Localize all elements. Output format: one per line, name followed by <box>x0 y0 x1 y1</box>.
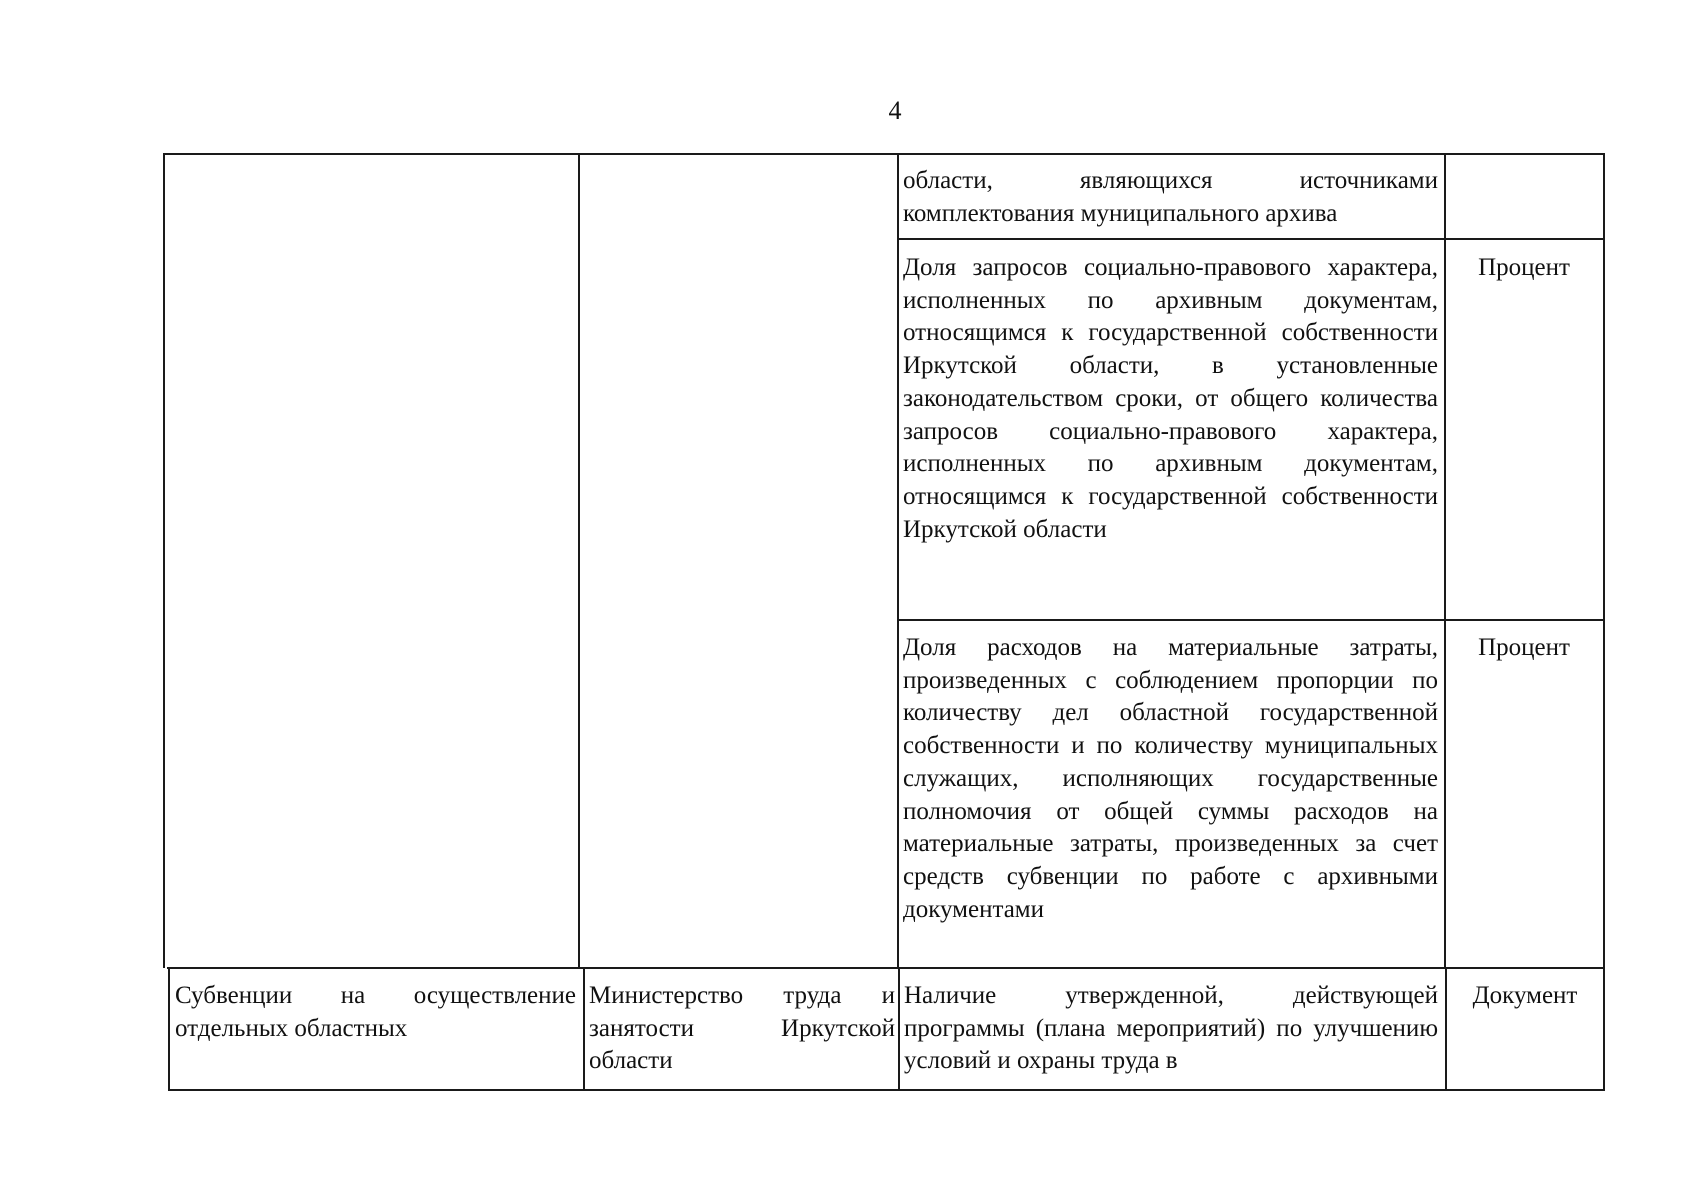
table-border-right-lower <box>1603 967 1605 1091</box>
page-number: 4 <box>888 96 902 125</box>
table-border-right-upper <box>1603 153 1605 968</box>
col-divider-2-upper <box>897 153 899 968</box>
subvention-cell-row-4: Субвенции на осуществление отдельных областных <box>175 982 576 1042</box>
col-divider-2-lower <box>898 967 900 1091</box>
indicator-cell-row-1: области, являющихся источниками комплектования муниципального архива <box>903 167 1438 227</box>
col-divider-1-lower <box>583 967 585 1091</box>
col-divider-3-upper <box>1444 153 1446 968</box>
row-divider-2 <box>897 619 1605 621</box>
unit-cell-row-2: Процент <box>1478 254 1570 281</box>
table-border-left-lower <box>168 967 170 1091</box>
table-border-bottom <box>168 1089 1605 1091</box>
table-border-left-upper <box>163 153 165 968</box>
indicator-cell-row-4: Наличие утвержденной, действующей программы (плана мероприятий) по улучшению условий и охраны труда в <box>904 982 1438 1075</box>
row-divider-3 <box>167 967 1605 969</box>
unit-cell-row-3: Процент <box>1478 634 1570 661</box>
col-divider-3-lower <box>1445 967 1447 1091</box>
indicator-cell-row-2: Доля запросов социально-правового характера, исполненных по архивным документам, относящимся к государственной собственности Иркутской области, в установленные законодательством сроки, от общего количества запросов социально-правового характера, исполненных по архивным документам, относящимся к государственной собственности Иркутской области <box>903 254 1438 543</box>
col-divider-1-upper <box>578 153 580 968</box>
indicator-cell-row-3: Доля расходов на материальные затраты, произведенных с соблюдением пропорции по количеству дел областной государственной собственности и по количеству муниципальных служащих, исполняющих государственные полномочия от общей суммы расходов на материальные затраты, произведенных за счет средств субвенции по работе с архивными документами <box>903 634 1438 923</box>
table-border-top <box>163 153 1605 155</box>
administrator-cell-row-4: Министерство труда и занятости Иркутской области <box>589 982 895 1075</box>
row-divider-1 <box>897 238 1605 240</box>
unit-cell-row-4: Документ <box>1472 982 1578 1009</box>
